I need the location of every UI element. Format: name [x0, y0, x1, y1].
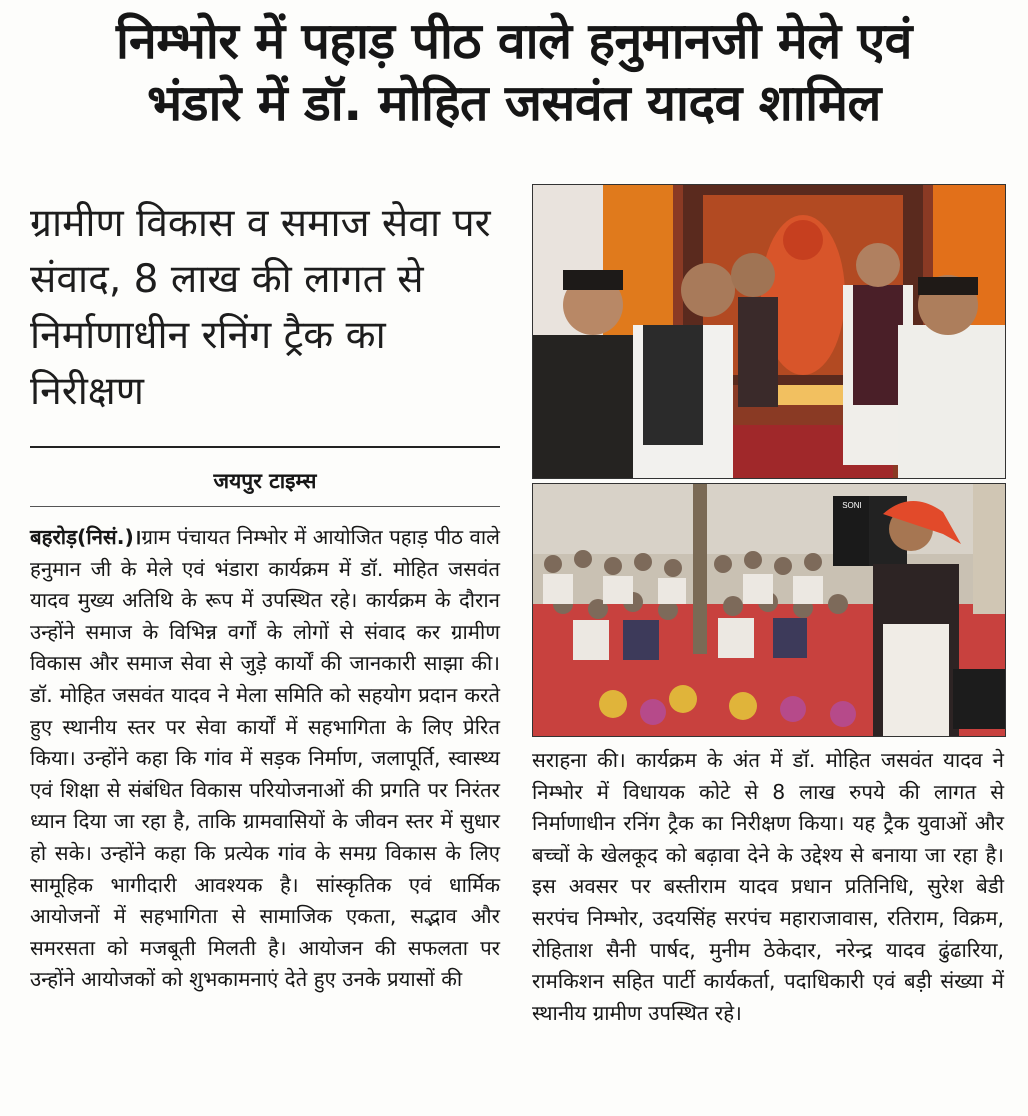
byline-divider — [30, 506, 500, 507]
headline — [14, 10, 1014, 134]
subheadline: ग्रामीण विकास व समाज सेवा पर संवाद, 8 लाख की लागत से निर्माणाधीन रनिंग ट्रैक का निरीक्षण — [30, 201, 491, 414]
article-column-1 — [30, 522, 500, 996]
subheadline-divider — [30, 446, 500, 448]
temple-photo — [532, 184, 1006, 479]
speaker-brand-label: SONI — [842, 501, 862, 510]
gathering-photo — [532, 483, 1006, 737]
article-column-1-text: ग्राम पंचायत निम्भोर में आयोजित पहाड़ पीठ वाले हनुमान जी के मेले एवं भंडारा कार्यक्रम में डॉ. मोहित जसवंत यादव मुख्य अतिथि के रूप में उपस्थित रहे। कार्यक्रम के दौरान उन्होंने समाज के विभिन्न वर्गों के लोगों से संवाद कर ग्रामीण विकास और समाज सेवा से जुड़े कार्यों की जानकारी साझा की। डॉ. मोहित जसवंत यादव ने मेला समिति को सहयोग प्रदान करते हुए स्थानीय स्तर पर सेवा कार्यों में सहभागिता के लिए प्रेरित किया। उन्होंने कहा कि गांव में सड़क निर्माण, जलापूर्ति, स्वास्थ्य एवं शिक्षा से संबंधित विकास परियोजनाओं की प्रगति पर निरंतर ध्यान दिया जा रहा है, ताकि ग्रामवासियों के जीवन स्तर में सुधार हो सके। उन्होंने कहा कि प्रत्येक गांव के समग्र विकास के लिए सामूहिक भागीदारी आवश्यक है। सांस्कृतिक एवं धार्मिक आयोजनों में सहभागिता से सामाजिक एकता, सद्भाव और समरसता को मजबूती मिलती है। आयोजन की सफलता पर उन्होंने आयोजकों को शुभकामनाएं देते हुए उनके प्रयासों की — [30, 525, 500, 992]
headline-line-2: भंडारे में डॉ. मोहित जसवंत यादव शामिल — [147, 74, 881, 132]
byline: जयपुर टाइम्स — [213, 469, 317, 493]
headline-line-1: निम्भोर में पहाड़ पीठ वाले हनुमानजी मेले एवं — [116, 12, 912, 70]
dateline: बहरोड़(निसं.)। — [30, 525, 142, 549]
article-column-2: सराहना की। कार्यक्रम के अंत में डॉ. मोहित जसवंत यादव ने निम्भोर में विधायक कोटे से 8 लाख रुपये की लागत से निर्माणाधीन रनिंग ट्रैक का निरीक्षण किया। यह ट्रैक युवाओं और बच्चों के खेलकूद को बढ़ावा देने के उद्देश्य से बनाया जा रहा है। इस अवसर पर बस्तीराम यादव प्रधान प्रतिनिधि, सुरेश बेडी सरपंच निम्भोर, उदयसिंह सरपंच महाराजावास, रतिराम, विक्रम, रोहिताश सैनी पार्षद, मुनीम ठेकेदार, नरेन्द्र यादव ढुंढारिया, रामकिशन सहित पार्टी कार्यकर्ता, पदाधिकारी एवं बड़ी संख्या में स्थानीय ग्रामीण उपस्थित रहे। — [532, 748, 1004, 1025]
